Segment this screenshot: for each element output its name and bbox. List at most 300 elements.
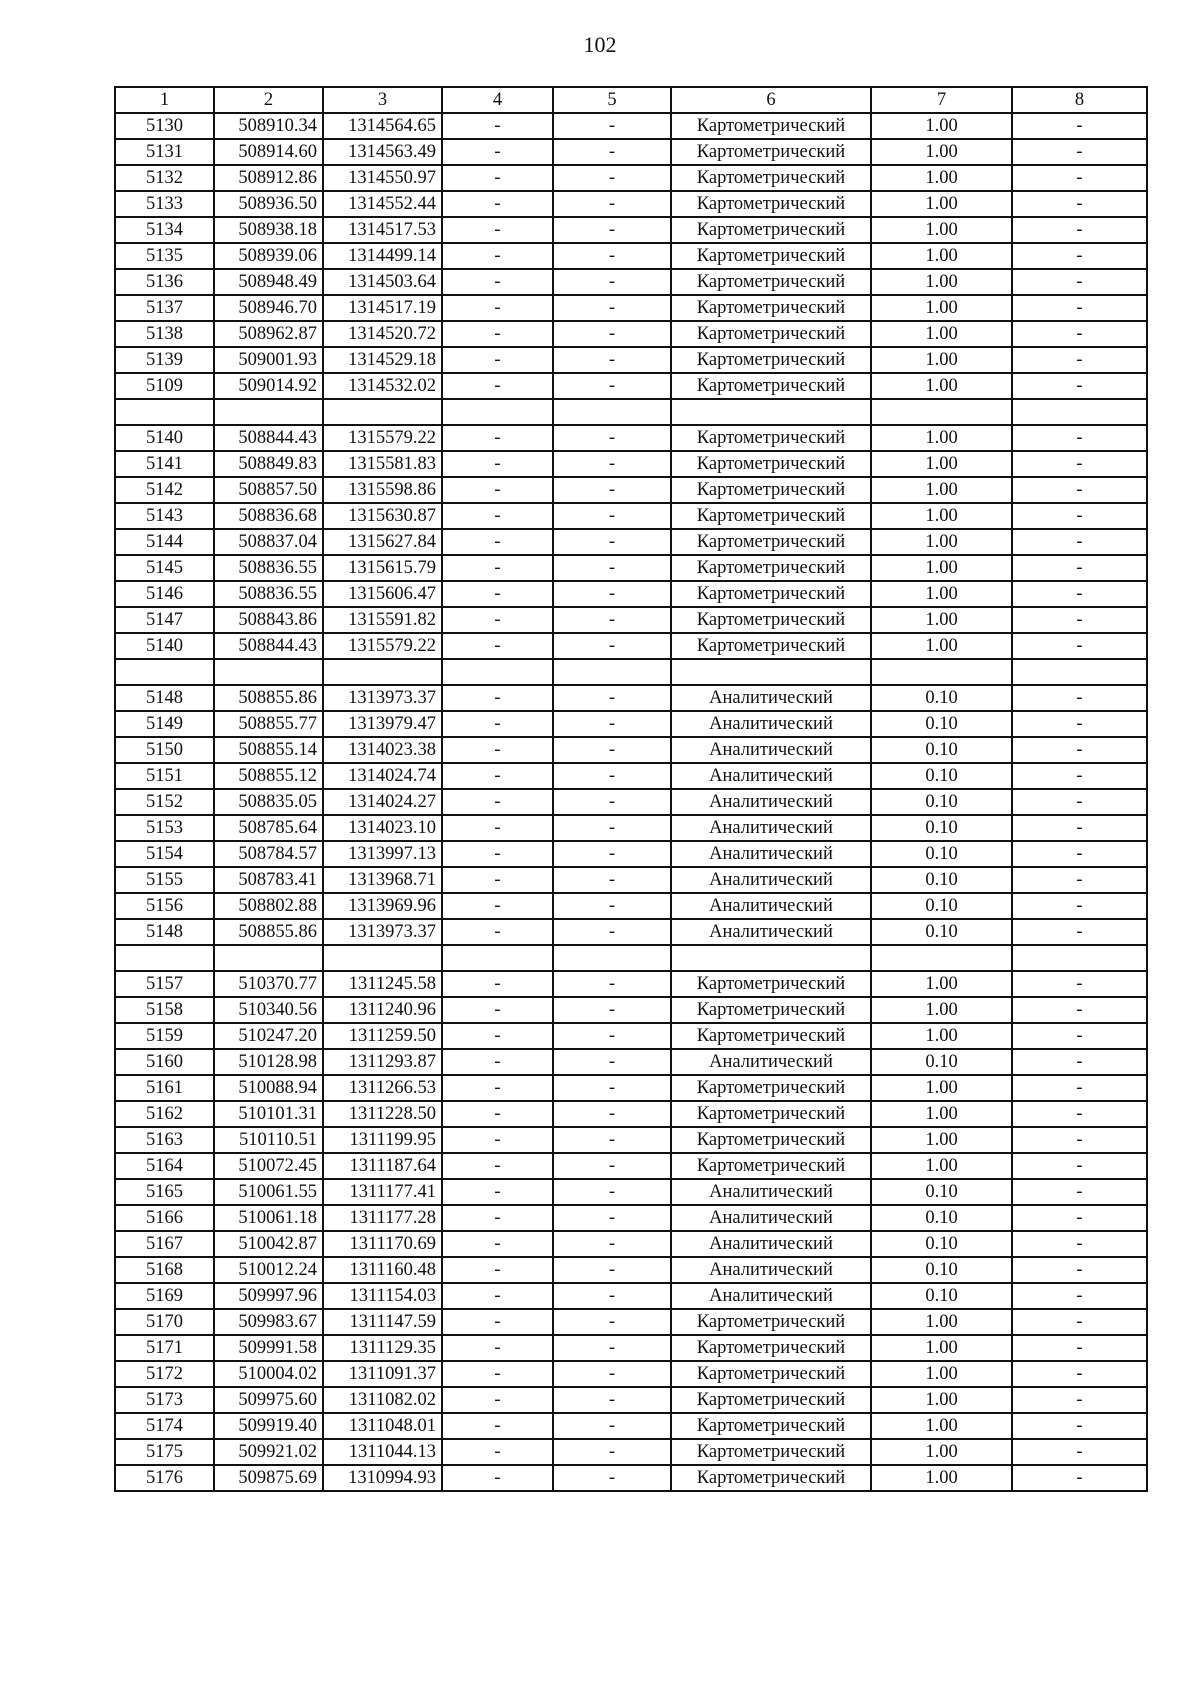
cell-method: Картометрический xyxy=(671,581,871,607)
cell-point-number: 5163 xyxy=(115,1127,214,1153)
table-row xyxy=(115,1413,1147,1439)
cell-x-coordinate: 510101.31 xyxy=(214,1101,323,1127)
cell-col-8: - xyxy=(1012,1335,1147,1361)
cell-method: Картометрический xyxy=(671,1439,871,1465)
cell-col-5: - xyxy=(553,1387,671,1413)
cell-col-8: - xyxy=(1012,529,1147,555)
cell-point-number: 5169 xyxy=(115,1283,214,1309)
cell-col-4: - xyxy=(442,711,553,737)
cell-col-8: - xyxy=(1012,321,1147,347)
table-row xyxy=(115,1023,1147,1049)
cell-method: Картометрический xyxy=(671,555,871,581)
cell-col-4: - xyxy=(442,841,553,867)
cell-y-coordinate: 1314563.49 xyxy=(323,139,442,165)
cell-method: Аналитический xyxy=(671,815,871,841)
cell-col-4: - xyxy=(442,243,553,269)
cell-method: Картометрический xyxy=(671,295,871,321)
cell-accuracy: 0.10 xyxy=(871,711,1012,737)
cell-y-coordinate: 1311245.58 xyxy=(323,971,442,997)
cell-point-number: 5164 xyxy=(115,1153,214,1179)
cell-col-8: - xyxy=(1012,893,1147,919)
cell-col-8: - xyxy=(1012,1361,1147,1387)
cell-point-number: 5165 xyxy=(115,1179,214,1205)
cell-y-coordinate: 1315615.79 xyxy=(323,555,442,581)
cell-x-coordinate xyxy=(214,659,323,685)
cell-col-5: - xyxy=(553,815,671,841)
cell-col-5: - xyxy=(553,1127,671,1153)
cell-method xyxy=(671,399,871,425)
cell-accuracy: 1.00 xyxy=(871,633,1012,659)
cell-method: Картометрический xyxy=(671,321,871,347)
cell-point-number: 5174 xyxy=(115,1413,214,1439)
cell-point-number: 5175 xyxy=(115,1439,214,1465)
cell-col-4: - xyxy=(442,815,553,841)
cell-x-coordinate: 510340.56 xyxy=(214,997,323,1023)
cell-point-number: 5133 xyxy=(115,191,214,217)
cell-point-number: 5109 xyxy=(115,373,214,399)
cell-col-8: - xyxy=(1012,1309,1147,1335)
table-row xyxy=(115,1257,1147,1283)
cell-accuracy: 1.00 xyxy=(871,1075,1012,1101)
cell-method: Картометрический xyxy=(671,529,871,555)
page-number: 102 xyxy=(583,32,617,57)
cell-col-4: - xyxy=(442,191,553,217)
cell-col-8: - xyxy=(1012,581,1147,607)
cell-col-8: - xyxy=(1012,113,1147,139)
cell-col-8 xyxy=(1012,945,1147,971)
cell-point-number: 5161 xyxy=(115,1075,214,1101)
cell-col-4 xyxy=(442,659,553,685)
cell-y-coordinate: 1311259.50 xyxy=(323,1023,442,1049)
cell-method: Картометрический xyxy=(671,1309,871,1335)
cell-point-number: 5155 xyxy=(115,867,214,893)
cell-col-4: - xyxy=(442,347,553,373)
cell-point-number xyxy=(115,399,214,425)
cell-col-4: - xyxy=(442,1465,553,1491)
cell-x-coordinate: 510247.20 xyxy=(214,1023,323,1049)
cell-method: Картометрический xyxy=(671,217,871,243)
cell-x-coordinate: 508784.57 xyxy=(214,841,323,867)
cell-col-8: - xyxy=(1012,1465,1147,1491)
table-row xyxy=(115,1101,1147,1127)
column-header-1: 1 xyxy=(115,87,214,113)
cell-point-number: 5145 xyxy=(115,555,214,581)
cell-col-5: - xyxy=(553,1335,671,1361)
cell-y-coordinate: 1311082.02 xyxy=(323,1387,442,1413)
cell-col-5: - xyxy=(553,269,671,295)
cell-y-coordinate: 1311199.95 xyxy=(323,1127,442,1153)
table-row xyxy=(115,477,1147,503)
cell-col-5: - xyxy=(553,1361,671,1387)
cell-accuracy: 0.10 xyxy=(871,893,1012,919)
table-row xyxy=(115,217,1147,243)
table-row xyxy=(115,503,1147,529)
cell-accuracy: 1.00 xyxy=(871,1465,1012,1491)
cell-point-number: 5166 xyxy=(115,1205,214,1231)
cell-method: Аналитический xyxy=(671,737,871,763)
cell-col-8: - xyxy=(1012,243,1147,269)
cell-x-coordinate: 508855.14 xyxy=(214,737,323,763)
cell-col-5: - xyxy=(553,165,671,191)
cell-accuracy: 1.00 xyxy=(871,425,1012,451)
cell-col-8: - xyxy=(1012,1205,1147,1231)
table-row xyxy=(115,191,1147,217)
cell-col-4: - xyxy=(442,1023,553,1049)
cell-point-number xyxy=(115,945,214,971)
cell-y-coordinate: 1314517.53 xyxy=(323,217,442,243)
cell-col-8: - xyxy=(1012,1075,1147,1101)
table-row xyxy=(115,1361,1147,1387)
cell-col-8: - xyxy=(1012,789,1147,815)
cell-method: Аналитический xyxy=(671,841,871,867)
cell-y-coordinate: 1314024.27 xyxy=(323,789,442,815)
cell-point-number xyxy=(115,659,214,685)
cell-y-coordinate: 1311170.69 xyxy=(323,1231,442,1257)
cell-col-4: - xyxy=(442,997,553,1023)
table-row xyxy=(115,1309,1147,1335)
cell-point-number: 5167 xyxy=(115,1231,214,1257)
cell-col-5: - xyxy=(553,737,671,763)
table-row xyxy=(115,243,1147,269)
cell-col-5: - xyxy=(553,841,671,867)
cell-x-coordinate: 510128.98 xyxy=(214,1049,323,1075)
cell-col-4: - xyxy=(442,1153,553,1179)
cell-col-8: - xyxy=(1012,1023,1147,1049)
cell-x-coordinate xyxy=(214,399,323,425)
cell-method: Картометрический xyxy=(671,1413,871,1439)
cell-y-coordinate: 1314552.44 xyxy=(323,191,442,217)
cell-y-coordinate: 1314024.74 xyxy=(323,763,442,789)
cell-y-coordinate: 1311228.50 xyxy=(323,1101,442,1127)
cell-x-coordinate: 508835.05 xyxy=(214,789,323,815)
cell-accuracy: 1.00 xyxy=(871,581,1012,607)
cell-method: Картометрический xyxy=(671,113,871,139)
cell-x-coordinate: 508912.86 xyxy=(214,165,323,191)
table-row xyxy=(115,555,1147,581)
cell-col-5: - xyxy=(553,1439,671,1465)
cell-col-8: - xyxy=(1012,555,1147,581)
cell-x-coordinate: 508844.43 xyxy=(214,633,323,659)
cell-col-4: - xyxy=(442,789,553,815)
cell-col-4: - xyxy=(442,1231,553,1257)
cell-accuracy: 1.00 xyxy=(871,529,1012,555)
cell-y-coordinate xyxy=(323,945,442,971)
cell-col-4: - xyxy=(442,763,553,789)
cell-col-4: - xyxy=(442,1257,553,1283)
cell-y-coordinate: 1314023.38 xyxy=(323,737,442,763)
cell-x-coordinate: 508948.49 xyxy=(214,269,323,295)
cell-col-4: - xyxy=(442,1439,553,1465)
cell-y-coordinate: 1311266.53 xyxy=(323,1075,442,1101)
cell-col-4: - xyxy=(442,737,553,763)
cell-col-5: - xyxy=(553,243,671,269)
cell-col-4: - xyxy=(442,217,553,243)
cell-col-5: - xyxy=(553,1283,671,1309)
cell-y-coordinate: 1314499.14 xyxy=(323,243,442,269)
cell-y-coordinate: 1310994.93 xyxy=(323,1465,442,1491)
table-row xyxy=(115,451,1147,477)
cell-y-coordinate: 1315598.86 xyxy=(323,477,442,503)
cell-col-5: - xyxy=(553,191,671,217)
cell-col-5: - xyxy=(553,555,671,581)
cell-accuracy: 0.10 xyxy=(871,1179,1012,1205)
cell-col-5: - xyxy=(553,1179,671,1205)
cell-y-coordinate: 1311160.48 xyxy=(323,1257,442,1283)
cell-method: Аналитический xyxy=(671,867,871,893)
cell-col-4: - xyxy=(442,919,553,945)
cell-x-coordinate: 510004.02 xyxy=(214,1361,323,1387)
cell-y-coordinate: 1313973.37 xyxy=(323,919,442,945)
cell-x-coordinate: 508837.04 xyxy=(214,529,323,555)
cell-point-number: 5136 xyxy=(115,269,214,295)
cell-point-number: 5172 xyxy=(115,1361,214,1387)
cell-method: Картометрический xyxy=(671,1153,871,1179)
cell-col-5: - xyxy=(553,867,671,893)
column-header-5: 5 xyxy=(553,87,671,113)
cell-method: Картометрический xyxy=(671,1465,871,1491)
cell-method: Картометрический xyxy=(671,633,871,659)
cell-accuracy: 1.00 xyxy=(871,997,1012,1023)
cell-col-4: - xyxy=(442,139,553,165)
table-body xyxy=(115,113,1147,1491)
cell-method xyxy=(671,945,871,971)
cell-accuracy: 1.00 xyxy=(871,217,1012,243)
cell-method: Картометрический xyxy=(671,139,871,165)
table-row xyxy=(115,737,1147,763)
cell-col-8: - xyxy=(1012,269,1147,295)
cell-point-number: 5152 xyxy=(115,789,214,815)
cell-accuracy: 0.10 xyxy=(871,1231,1012,1257)
cell-col-8: - xyxy=(1012,1153,1147,1179)
cell-method: Картометрический xyxy=(671,997,871,1023)
cell-x-coordinate: 509014.92 xyxy=(214,373,323,399)
table-row xyxy=(115,1283,1147,1309)
cell-y-coordinate: 1311154.03 xyxy=(323,1283,442,1309)
cell-x-coordinate: 510110.51 xyxy=(214,1127,323,1153)
cell-accuracy: 1.00 xyxy=(871,113,1012,139)
cell-method: Картометрический xyxy=(671,503,871,529)
cell-x-coordinate: 508910.34 xyxy=(214,113,323,139)
cell-col-5: - xyxy=(553,1101,671,1127)
cell-col-4: - xyxy=(442,1049,553,1075)
cell-y-coordinate: 1311240.96 xyxy=(323,997,442,1023)
cell-col-4: - xyxy=(442,373,553,399)
cell-x-coordinate: 508843.86 xyxy=(214,607,323,633)
cell-x-coordinate: 508962.87 xyxy=(214,321,323,347)
cell-col-8: - xyxy=(1012,1283,1147,1309)
cell-point-number: 5135 xyxy=(115,243,214,269)
cell-x-coordinate: 508844.43 xyxy=(214,425,323,451)
cell-col-8: - xyxy=(1012,1231,1147,1257)
cell-col-5: - xyxy=(553,503,671,529)
cell-method: Картометрический xyxy=(671,1023,871,1049)
cell-point-number: 5143 xyxy=(115,503,214,529)
cell-x-coordinate xyxy=(214,945,323,971)
cell-method: Аналитический xyxy=(671,1231,871,1257)
cell-col-8: - xyxy=(1012,503,1147,529)
cell-x-coordinate: 509875.69 xyxy=(214,1465,323,1491)
cell-col-4: - xyxy=(442,1361,553,1387)
cell-col-5: - xyxy=(553,971,671,997)
table-row xyxy=(115,529,1147,555)
cell-point-number: 5147 xyxy=(115,607,214,633)
cell-col-4: - xyxy=(442,555,553,581)
coordinates-table xyxy=(114,86,1148,1492)
cell-x-coordinate: 508936.50 xyxy=(214,191,323,217)
cell-method: Картометрический xyxy=(671,1075,871,1101)
cell-accuracy: 1.00 xyxy=(871,165,1012,191)
table-row xyxy=(115,763,1147,789)
cell-col-4: - xyxy=(442,477,553,503)
cell-col-8 xyxy=(1012,659,1147,685)
cell-accuracy: 1.00 xyxy=(871,477,1012,503)
table-row xyxy=(115,1387,1147,1413)
cell-y-coordinate: 1313979.47 xyxy=(323,711,442,737)
cell-y-coordinate: 1314503.64 xyxy=(323,269,442,295)
table-row xyxy=(115,971,1147,997)
cell-accuracy: 0.10 xyxy=(871,867,1012,893)
cell-x-coordinate: 508857.50 xyxy=(214,477,323,503)
cell-method: Картометрический xyxy=(671,971,871,997)
cell-method: Аналитический xyxy=(671,1205,871,1231)
cell-col-5: - xyxy=(553,321,671,347)
cell-accuracy: 1.00 xyxy=(871,191,1012,217)
cell-y-coordinate: 1313968.71 xyxy=(323,867,442,893)
table-row xyxy=(115,867,1147,893)
cell-point-number: 5162 xyxy=(115,1101,214,1127)
cell-x-coordinate: 510042.87 xyxy=(214,1231,323,1257)
cell-method: Аналитический xyxy=(671,1179,871,1205)
cell-col-4: - xyxy=(442,685,553,711)
cell-method: Аналитический xyxy=(671,789,871,815)
cell-method: Картометрический xyxy=(671,477,871,503)
cell-point-number: 5148 xyxy=(115,685,214,711)
cell-col-4: - xyxy=(442,607,553,633)
cell-accuracy: 1.00 xyxy=(871,373,1012,399)
cell-point-number: 5159 xyxy=(115,1023,214,1049)
table-row xyxy=(115,815,1147,841)
table-row xyxy=(115,373,1147,399)
cell-accuracy: 0.10 xyxy=(871,1257,1012,1283)
cell-point-number: 5176 xyxy=(115,1465,214,1491)
cell-y-coordinate: 1314517.19 xyxy=(323,295,442,321)
cell-accuracy: 1.00 xyxy=(871,1309,1012,1335)
cell-col-5: - xyxy=(553,529,671,555)
cell-method: Картометрический xyxy=(671,191,871,217)
cell-accuracy: 0.10 xyxy=(871,685,1012,711)
cell-method: Аналитический xyxy=(671,1257,871,1283)
cell-col-8: - xyxy=(1012,1257,1147,1283)
cell-accuracy: 1.00 xyxy=(871,1101,1012,1127)
cell-point-number: 5138 xyxy=(115,321,214,347)
cell-col-5: - xyxy=(553,477,671,503)
cell-method: Картометрический xyxy=(671,1335,871,1361)
cell-accuracy: 1.00 xyxy=(871,269,1012,295)
cell-y-coordinate: 1311177.41 xyxy=(323,1179,442,1205)
cell-y-coordinate xyxy=(323,659,442,685)
cell-accuracy: 1.00 xyxy=(871,243,1012,269)
cell-col-5 xyxy=(553,945,671,971)
cell-y-coordinate: 1311129.35 xyxy=(323,1335,442,1361)
cell-col-4: - xyxy=(442,1413,553,1439)
cell-accuracy: 1.00 xyxy=(871,1335,1012,1361)
cell-col-8: - xyxy=(1012,711,1147,737)
cell-y-coordinate: 1315630.87 xyxy=(323,503,442,529)
table-row xyxy=(115,893,1147,919)
cell-point-number: 5151 xyxy=(115,763,214,789)
cell-x-coordinate: 508802.88 xyxy=(214,893,323,919)
cell-col-5: - xyxy=(553,113,671,139)
cell-col-8: - xyxy=(1012,971,1147,997)
cell-col-4: - xyxy=(442,867,553,893)
cell-col-4: - xyxy=(442,529,553,555)
cell-point-number: 5153 xyxy=(115,815,214,841)
table-row xyxy=(115,165,1147,191)
table-row xyxy=(115,1335,1147,1361)
cell-col-4: - xyxy=(442,1127,553,1153)
cell-col-5: - xyxy=(553,217,671,243)
table-row xyxy=(115,659,1147,685)
cell-col-5: - xyxy=(553,1413,671,1439)
cell-point-number: 5149 xyxy=(115,711,214,737)
cell-x-coordinate: 508855.12 xyxy=(214,763,323,789)
cell-method: Аналитический xyxy=(671,685,871,711)
cell-x-coordinate: 508783.41 xyxy=(214,867,323,893)
cell-col-8: - xyxy=(1012,165,1147,191)
cell-point-number: 5131 xyxy=(115,139,214,165)
table-row xyxy=(115,347,1147,373)
cell-y-coordinate: 1311177.28 xyxy=(323,1205,442,1231)
cell-col-4: - xyxy=(442,971,553,997)
cell-point-number: 5173 xyxy=(115,1387,214,1413)
cell-x-coordinate: 508855.77 xyxy=(214,711,323,737)
cell-point-number: 5139 xyxy=(115,347,214,373)
cell-point-number: 5171 xyxy=(115,1335,214,1361)
cell-x-coordinate: 510061.55 xyxy=(214,1179,323,1205)
cell-col-4: - xyxy=(442,1335,553,1361)
table-row xyxy=(115,1179,1147,1205)
cell-col-4: - xyxy=(442,503,553,529)
cell-y-coordinate: 1313997.13 xyxy=(323,841,442,867)
cell-method: Аналитический xyxy=(671,893,871,919)
cell-col-5: - xyxy=(553,711,671,737)
cell-x-coordinate: 508938.18 xyxy=(214,217,323,243)
cell-col-4: - xyxy=(442,165,553,191)
table-row xyxy=(115,633,1147,659)
cell-col-4: - xyxy=(442,295,553,321)
cell-y-coordinate: 1311048.01 xyxy=(323,1413,442,1439)
cell-col-5: - xyxy=(553,919,671,945)
cell-col-8: - xyxy=(1012,217,1147,243)
cell-method: Аналитический xyxy=(671,919,871,945)
cell-point-number: 5168 xyxy=(115,1257,214,1283)
table-row xyxy=(115,945,1147,971)
cell-point-number: 5156 xyxy=(115,893,214,919)
cell-col-8: - xyxy=(1012,347,1147,373)
cell-accuracy: 1.00 xyxy=(871,321,1012,347)
cell-col-5 xyxy=(553,399,671,425)
cell-accuracy: 1.00 xyxy=(871,1127,1012,1153)
cell-col-4: - xyxy=(442,451,553,477)
cell-method: Картометрический xyxy=(671,451,871,477)
cell-y-coordinate: 1315606.47 xyxy=(323,581,442,607)
table-row xyxy=(115,139,1147,165)
table-row xyxy=(115,1075,1147,1101)
cell-point-number: 5160 xyxy=(115,1049,214,1075)
cell-col-4 xyxy=(442,945,553,971)
cell-y-coordinate: 1315581.83 xyxy=(323,451,442,477)
cell-y-coordinate: 1315579.22 xyxy=(323,425,442,451)
